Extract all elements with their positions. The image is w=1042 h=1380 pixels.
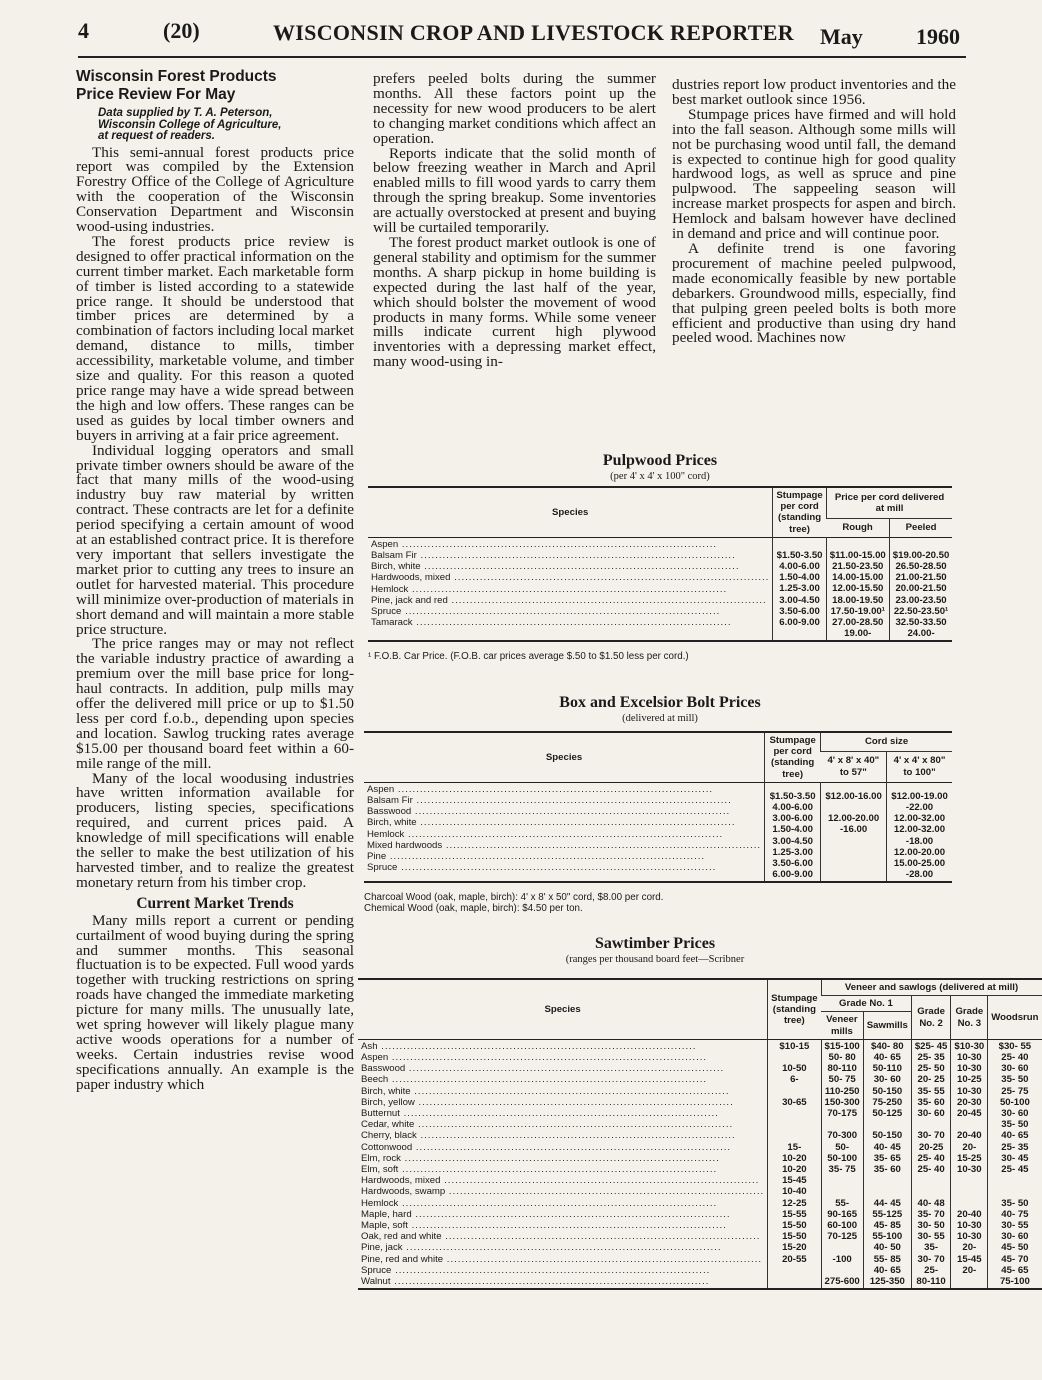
article-column-3 xyxy=(672,78,956,346)
price-cell: $12.00-19.00 xyxy=(891,790,948,802)
price-cell: 20- xyxy=(962,1141,977,1153)
stumpage-column xyxy=(773,537,826,641)
species-name: Maple, hard ..... xyxy=(361,1209,764,1220)
price-cell: 15-55 xyxy=(782,1208,807,1220)
box-bolt-table-title: Box and Excelsior Bolt Prices xyxy=(559,694,761,711)
price-cell: 22.50-23.50¹ xyxy=(893,605,949,617)
price-cell: 25- 50 xyxy=(917,1063,945,1075)
price-cell: 19.00- xyxy=(844,628,872,640)
article-title-line-2: Price Review For May xyxy=(76,86,236,103)
price-cell: 45- 70 xyxy=(1001,1253,1029,1265)
byline-line-2: Wisconsin College of Agriculture, xyxy=(98,118,282,131)
grade-3-column xyxy=(951,1039,988,1289)
price-cell: $30- 55 xyxy=(998,1040,1032,1052)
price-cell: 10-30 xyxy=(957,1220,982,1232)
woodsrun-column xyxy=(988,1039,1042,1289)
col-header-sawmills: Sawmills xyxy=(863,1012,911,1039)
price-cell xyxy=(825,1242,860,1253)
pulpwood-table-title: Pulpwood Prices xyxy=(602,452,718,469)
price-cell: 24.00- xyxy=(907,628,935,640)
paragraph: Stumpage prices have firmed and will hold into the fall season. Although some mills will not be purchasing wood until fall, the demand is expected to continue high for good quality hardwood logs, as well as spruce and pine pulpwood. The sappeeling season will increase market prospects for aspen and birch. Hemlock and balsam however have declined in demand and price and will continue poor. xyxy=(672,105,956,243)
price-cell: 25- 40 xyxy=(917,1164,945,1176)
sawtimber-table-subtitle: (ranges per thousand board feet—Scribner xyxy=(565,954,745,965)
publication-title: WISCONSIN CROP AND LIVESTOCK REPORTER xyxy=(273,20,794,45)
price-cell: 15-50 xyxy=(782,1220,807,1232)
price-cell: 20-40 xyxy=(957,1208,982,1220)
col-header-cord-size: Cord size xyxy=(821,732,952,751)
sawtimber-price-table xyxy=(358,978,1042,1290)
price-cell: 30- 60 xyxy=(873,1074,901,1086)
price-cell: -22.00 xyxy=(905,802,934,814)
species-name: Spruce ..... xyxy=(361,1265,764,1276)
price-cell: 20- 25 xyxy=(917,1074,945,1086)
size-1-column xyxy=(821,782,887,882)
sawtimber-table-title: Sawtimber Prices xyxy=(594,935,716,952)
price-cell: 35- 60 xyxy=(873,1164,901,1176)
price-cell: 30- 55 xyxy=(1001,1220,1029,1232)
price-cell: 23.00-23.50 xyxy=(895,594,947,606)
price-cell xyxy=(915,1119,948,1130)
price-cell: 27.00-28.50 xyxy=(832,617,884,629)
price-cell: 10-30 xyxy=(957,1052,982,1064)
price-cell: 40- 65 xyxy=(873,1264,901,1276)
species-name: Walnut ..... xyxy=(361,1276,764,1287)
price-cell: 275-600 xyxy=(824,1276,860,1288)
byline-line-1: Data supplied by T. A. Peterson, xyxy=(98,107,273,119)
price-cell: $11.00-15.00 xyxy=(829,549,886,561)
species-name: Oak, red and white ..... xyxy=(361,1231,764,1242)
paragraph: The price ranges may or may not reflect the variable industry practice of awarding a premium over the mill base price for long-haul contracts. In addition, pulp mills may offer the delivered mill price or up to $1.50 less per cord f.o.b., depending upon species and location. Sawlog trucking rates average $15.00 per thousand board feet within a 60-mile range of the mill. xyxy=(76,635,354,772)
species-name: Cottonwood ..... xyxy=(361,1142,764,1153)
paragraph: Many mills report a current or pending curtailment of wood buying during the spring and summer months. This seasonal fluctuation is to be expected. Full wood yards together with trucking restrictions on spring roads have changed the immediate marketing picture for many mills. The unusually late, wet spring however will likely plague many active woods operations for a number of weeks. Certain industries revise wood specifications annually. An example is the paper industry which xyxy=(76,911,354,1093)
price-cell: 30- 60 xyxy=(1001,1063,1029,1075)
price-cell: 30- 60 xyxy=(1001,1231,1029,1243)
price-cell: 4.00-6.00 xyxy=(772,802,813,814)
price-cell: 15-45 xyxy=(957,1253,982,1265)
price-cell: 15-50 xyxy=(782,1231,807,1243)
article-title-line-1: Wisconsin Forest Products xyxy=(76,68,277,85)
species-name: Basswood ..... xyxy=(361,1063,764,1074)
col-header-stumpage: Stumpage per cord (standing tree) xyxy=(773,487,826,537)
price-cell: 25- 40 xyxy=(1001,1052,1029,1064)
price-cell: 15.00-25.00 xyxy=(893,858,946,870)
price-cell: 110-250 xyxy=(824,1085,860,1097)
price-cell: 6.00-9.00 xyxy=(772,869,813,881)
price-cell: 40- 65 xyxy=(1001,1130,1029,1142)
price-cell: 10-20 xyxy=(782,1152,807,1164)
sawmills-column xyxy=(863,1039,911,1289)
price-cell: $1.50-3.50 xyxy=(769,790,816,802)
price-cell: 10-25 xyxy=(957,1074,982,1086)
species-name: Elm, rock ..... xyxy=(361,1153,764,1164)
price-cell: 80-110 xyxy=(916,1276,946,1288)
price-cell: 45- 65 xyxy=(1001,1264,1029,1276)
species-name: Hardwoods, mixed ..... xyxy=(361,1175,764,1186)
price-cell: $12.00-16.00 xyxy=(825,790,882,802)
price-cell: $1.50-3.50 xyxy=(776,549,823,561)
price-cell: 35- 50 xyxy=(1001,1119,1029,1131)
price-cell xyxy=(825,1186,860,1197)
price-cell: 20-55 xyxy=(782,1253,807,1265)
price-cell: 20- xyxy=(962,1242,977,1254)
price-cell xyxy=(771,1108,817,1119)
paragraph: Reports indicate that the solid month of below freezing weather in March and April enabled mills to fill wood yards to carry them through the spring breakup. Some inventories are actually overstocked at present and buying will be curtailed temporarily. xyxy=(373,144,656,237)
species-name: Aspen ..... xyxy=(367,784,761,795)
price-cell: 10-20 xyxy=(782,1164,807,1176)
price-cell xyxy=(825,1265,860,1276)
price-cell xyxy=(954,1198,984,1209)
charcoal-wood-note: Charcoal Wood (oak, maple, birch): 4' x 8' x 50" cord, $8.00 per cord. xyxy=(364,892,664,903)
price-cell: 6- xyxy=(790,1074,799,1086)
species-name: Spruce ..... xyxy=(367,862,761,873)
price-cell: 20-30 xyxy=(957,1096,982,1108)
col-header-veneer-sawlogs: Veneer and sawlogs (delivered at mill) xyxy=(821,979,1041,996)
paragraph: The forest products price review is designed to offer practical information on the current timber market. Each marketable form of timber is listed according to a statewide price range. It should be understood that timber prices are determined by a combination of factors including local market demand, distance to mills, timber accessibility, marketable volume, and timber size and quality. For this reason a quoted price range may have a wide spread between the high and low offers. These ranges can be used as guides by local timber owners and buyers in arriving at a fair price agreement. xyxy=(76,232,354,444)
species-name: Pine, jack and red ..... xyxy=(371,595,769,606)
price-cell: 1.50-4.00 xyxy=(772,824,813,836)
grade-2-column xyxy=(911,1039,951,1289)
species-name: Pine, red and white ..... xyxy=(361,1254,764,1265)
price-cell: $15-100 xyxy=(824,1040,860,1052)
species-name: Tamarack ..... xyxy=(371,617,769,628)
col-header-rough: Rough xyxy=(842,522,873,534)
col-header-grade-2: Grade No. 2 xyxy=(911,996,951,1040)
price-cell xyxy=(991,1186,1038,1197)
price-cell: 10-40 xyxy=(782,1186,807,1198)
price-cell xyxy=(867,1119,908,1130)
price-cell: 10-50 xyxy=(782,1063,807,1075)
price-cell: 21.00-21.50 xyxy=(895,572,947,584)
species-name: Birch, white ..... xyxy=(371,561,769,572)
price-cell: -100 xyxy=(832,1253,852,1265)
price-cell: -18.00 xyxy=(905,835,934,847)
price-cell: 70-125 xyxy=(827,1231,858,1243)
col-header-delivered: Price per cord delivered at mill xyxy=(826,487,952,519)
price-cell: 50- 80 xyxy=(828,1052,856,1064)
species-name: Balsam Fir ..... xyxy=(367,795,761,806)
paragraph: A definite trend is one favoring procurement of machine peeled pulpwood, made economically feasible by new portable debarkers. Groundwood mills, especially, find that pulping green peeled bolts is both more efficient and productive than using dry hand peeled wood. Machines now xyxy=(672,239,956,347)
species-name: Balsam Fir ..... xyxy=(371,550,769,561)
col-header-stumpage: Stumpage (standing tree) xyxy=(768,979,821,1039)
species-name: Birch, white ..... xyxy=(361,1086,764,1097)
price-cell: 25- 35 xyxy=(1001,1141,1029,1153)
price-cell: 18.00-19.50 xyxy=(832,594,884,606)
price-cell: 35- 50 xyxy=(1001,1074,1029,1086)
price-cell: 1.50-4.00 xyxy=(779,572,820,584)
species-column xyxy=(368,537,773,641)
rough-column xyxy=(826,537,889,641)
price-cell: 35- 60 xyxy=(917,1096,945,1108)
price-cell: 10-30 xyxy=(957,1231,982,1243)
species-name: Hardwoods, mixed ..... xyxy=(371,572,769,583)
price-cell: 35- 50 xyxy=(1001,1197,1029,1209)
price-cell: 25- 75 xyxy=(1001,1085,1029,1097)
price-cell: 3.50-6.00 xyxy=(779,605,820,617)
paragraph: This semi-annual forest products price report was compiled by the Extension Forestry Office of the College of Agriculture with the cooperation of the Wisconsin Conservation Department and Wisconsin wood-using industries. xyxy=(76,143,354,236)
species-name: Maple, soft ..... xyxy=(361,1220,764,1231)
price-cell xyxy=(771,1119,817,1130)
section-subhead: Current Market Trends xyxy=(136,894,294,912)
price-cell: 50- xyxy=(835,1141,850,1153)
price-cell xyxy=(867,1175,908,1186)
price-cell: 55- xyxy=(835,1197,850,1209)
price-cell xyxy=(771,1130,817,1141)
col-header-species: Species xyxy=(368,487,773,537)
price-cell: 55-125 xyxy=(872,1208,903,1220)
price-cell xyxy=(954,1175,984,1186)
price-cell: 50-125 xyxy=(872,1108,903,1120)
species-name: Beech ..... xyxy=(361,1074,764,1085)
price-cell: 30-65 xyxy=(782,1096,807,1108)
price-cell: 45- 50 xyxy=(1001,1242,1029,1254)
article-byline xyxy=(98,108,354,143)
species-name: Ash ..... xyxy=(361,1041,764,1052)
species-name: Basswood ..... xyxy=(367,806,761,817)
box-bolt-price-table xyxy=(364,731,952,883)
price-cell: 6.00-9.00 xyxy=(779,617,820,629)
price-cell xyxy=(954,1186,984,1197)
stumpage-column xyxy=(768,1039,821,1289)
price-cell: 35- xyxy=(924,1242,939,1254)
price-cell: $25- 45 xyxy=(914,1040,948,1052)
species-name: Birch, white ..... xyxy=(367,817,761,828)
page-header xyxy=(78,12,960,50)
price-cell: 15-20 xyxy=(782,1242,807,1254)
price-cell: 30- 60 xyxy=(1001,1108,1029,1120)
peeled-column xyxy=(889,537,952,641)
paragraph: Many of the local woodusing industries have written information available for producers, listing species, specifications required, and current prices paid. A knowledge of mill specifications will enable the seller to make the best utilization of his harvested timber, and to realize the greatest monetary return from his timber crop. xyxy=(76,769,354,891)
price-cell: 75-100 xyxy=(999,1276,1030,1288)
price-cell: 35- 65 xyxy=(873,1152,901,1164)
price-cell: 40- 48 xyxy=(917,1197,945,1209)
price-cell: 30- 45 xyxy=(1001,1152,1029,1164)
issue-number: (20) xyxy=(163,18,200,43)
price-cell: 30- 70 xyxy=(917,1130,945,1142)
pulpwood-price-table xyxy=(368,486,952,642)
species-name: Hemlock ..... xyxy=(367,829,761,840)
price-cell: 1.25-3.00 xyxy=(772,846,813,858)
price-cell: 44- 45 xyxy=(873,1197,901,1209)
price-cell: 40- 45 xyxy=(873,1141,901,1153)
price-cell: 55- 85 xyxy=(873,1253,901,1265)
paragraph: prefers peeled bolts during the summer months. All these factors point up the necessity for new wood producers to be alert to changing market conditions which affect an operation. xyxy=(373,70,656,147)
price-cell: $10-15 xyxy=(779,1040,810,1052)
price-cell: 10-30 xyxy=(957,1164,982,1176)
paragraph: The forest product market outlook is one of general stability and optimism for the summer months. A sharp pickup in home building is expected during the last half of the year, which should bolster the movement of wood products in many forms. While some veneer mills indicate current high plywood inventories with a depressing market effect, many wood-using in- xyxy=(373,233,656,371)
species-name: Birch, yellow ..... xyxy=(361,1097,764,1108)
price-cell: 125-350 xyxy=(869,1276,905,1288)
box-bolt-table-subtitle: (delivered at mill) xyxy=(622,713,698,724)
price-cell: 12-25 xyxy=(782,1197,807,1209)
price-cell: 25- 40 xyxy=(917,1152,945,1164)
price-cell: 50-150 xyxy=(872,1130,903,1142)
price-cell: 20- xyxy=(962,1264,977,1276)
col-header-veneer-mills: Veneer mills xyxy=(826,1014,858,1037)
paragraph: dustries report low product inventories and the best market outlook since 1956. xyxy=(672,76,956,108)
price-cell: 12.00-32.00 xyxy=(893,824,946,836)
col-header-size-1: 4' x 8' x 40" to 57" xyxy=(827,755,880,778)
price-cell: 3.50-6.00 xyxy=(772,858,813,870)
veneer-mills-column xyxy=(821,1039,863,1289)
paragraph: Individual logging operators and small private timber owners should be aware of the fact that many mills of the wood-using industry buy raw material by written contract. These contracts are let for a definite period specifying a certain amount of wood at an established contract price. It is therefore very important that sellers investigate the market prior to cutting any trees to insure an outlet for harvested material. This procedure will minimize over-production of materials in short demand and will maintain a more stable price structure. xyxy=(76,441,354,638)
species-name: Elm, soft ..... xyxy=(361,1164,764,1175)
price-cell: 50-150 xyxy=(872,1085,903,1097)
price-cell: 70-300 xyxy=(827,1130,858,1142)
price-cell xyxy=(867,1186,908,1197)
price-cell: 12.00-32.00 xyxy=(893,813,946,825)
price-cell: 40- 65 xyxy=(873,1052,901,1064)
issue-month: May xyxy=(820,24,863,49)
price-cell: -16.00 xyxy=(839,824,868,836)
species-name: Hemlock ..... xyxy=(371,584,769,595)
price-cell xyxy=(825,1175,860,1186)
price-cell xyxy=(771,1086,817,1097)
article-column-1 xyxy=(76,68,354,1093)
price-cell: 80-110 xyxy=(827,1063,857,1075)
price-cell: 30- 70 xyxy=(917,1253,945,1265)
price-cell: 14.00-15.00 xyxy=(832,572,884,584)
price-cell: 10-30 xyxy=(957,1063,982,1075)
price-cell: 40- 50 xyxy=(873,1242,901,1254)
price-cell: 17.50-19.00¹ xyxy=(830,605,885,617)
price-cell: 25- 35 xyxy=(917,1052,945,1064)
price-cell: 50-100 xyxy=(827,1152,858,1164)
price-cell: 20-25 xyxy=(918,1141,944,1153)
price-cell xyxy=(954,1119,984,1130)
col-header-size-2: 4' x 4' x 80" to 100" xyxy=(887,751,952,782)
price-cell xyxy=(915,1186,948,1197)
price-cell: $40- 80 xyxy=(871,1040,904,1052)
price-cell: 4.00-6.00 xyxy=(779,561,820,573)
pulpwood-table-subtitle: (per 4' x 4' x 100" cord) xyxy=(610,471,710,482)
price-cell: 12.00-20.00 xyxy=(827,813,880,825)
price-cell: 45- 85 xyxy=(873,1220,901,1232)
price-cell: 15-45 xyxy=(782,1175,807,1187)
col-header-woodsrun: Woodsrun xyxy=(988,996,1042,1040)
byline-line-3: at request of readers. xyxy=(98,130,215,142)
price-cell xyxy=(771,1052,817,1063)
price-cell: 55-100 xyxy=(872,1231,903,1243)
col-header-grade-1: Grade No. 1 xyxy=(821,996,911,1012)
species-column xyxy=(358,1039,768,1289)
price-cell: 15- xyxy=(787,1141,802,1153)
price-cell: 3.00-6.00 xyxy=(772,813,813,825)
species-name: Hemlock ..... xyxy=(361,1198,764,1209)
price-cell: 75-250 xyxy=(872,1096,903,1108)
price-cell: 90-165 xyxy=(827,1208,858,1220)
price-cell: 26.50-28.50 xyxy=(895,561,947,573)
price-cell: 25- xyxy=(924,1264,939,1276)
price-cell: 30- 50 xyxy=(917,1220,945,1232)
price-cell: 12.00-20.00 xyxy=(893,846,946,858)
price-cell: 70-175 xyxy=(827,1108,858,1120)
chemical-wood-note: Chemical Wood (oak, maple, birch): $4.50 per ton. xyxy=(364,903,583,914)
price-cell: 25- 45 xyxy=(1001,1164,1029,1176)
price-cell xyxy=(991,1175,1038,1186)
price-cell: 12.00-15.50 xyxy=(832,583,884,595)
price-cell: 3.00-4.50 xyxy=(772,835,813,847)
price-cell: 30- 55 xyxy=(917,1231,945,1243)
col-header-grade-3: Grade No. 3 xyxy=(951,996,988,1040)
species-name: Aspen ..... xyxy=(371,539,769,550)
price-cell: 60-100 xyxy=(827,1220,858,1232)
price-cell: 20-40 xyxy=(957,1130,982,1142)
species-name: Mixed hardwoods ..... xyxy=(367,840,761,851)
col-header-species: Species xyxy=(358,979,768,1039)
price-cell: 1.25-3.00 xyxy=(779,583,820,595)
page-number: 4 xyxy=(78,18,89,43)
species-name: Pine ..... xyxy=(367,851,761,862)
price-cell: 35- 55 xyxy=(917,1085,945,1097)
size-2-column xyxy=(887,782,952,882)
species-name: Hardwoods, swamp ..... xyxy=(361,1186,764,1197)
price-cell: 50-110 xyxy=(872,1063,902,1075)
price-cell xyxy=(915,1175,948,1186)
species-name: Pine, jack ..... xyxy=(361,1242,764,1253)
species-name: Cherry, black ..... xyxy=(361,1130,764,1141)
price-cell: $19.00-20.50 xyxy=(892,549,950,561)
price-cell xyxy=(825,1119,860,1130)
pulpwood-footnote: ¹ F.O.B. Car Price. (F.O.B. car prices average $.50 to $1.50 less per cord.) xyxy=(368,651,689,662)
col-header-stumpage: Stumpage per cord (standing tree) xyxy=(765,732,821,782)
col-header-species: Species xyxy=(364,732,765,782)
price-cell: 32.50-33.50 xyxy=(895,617,947,629)
species-column xyxy=(364,782,765,882)
species-name: Cedar, white ..... xyxy=(361,1119,764,1130)
species-name: Butternut ..... xyxy=(361,1108,764,1119)
price-cell: 35- 70 xyxy=(917,1208,945,1220)
price-cell: 50- 75 xyxy=(828,1074,856,1086)
price-cell: 35- 75 xyxy=(828,1164,856,1176)
price-cell: 50-100 xyxy=(999,1096,1030,1108)
header-rule xyxy=(78,56,966,58)
col-header-peeled: Peeled xyxy=(889,519,952,537)
species-name: Spruce ..... xyxy=(371,606,769,617)
issue-year: 1960 xyxy=(916,24,960,49)
price-cell: -28.00 xyxy=(905,869,934,881)
price-cell: 20-45 xyxy=(957,1108,982,1120)
price-cell: 3.00-4.50 xyxy=(779,594,820,606)
price-cell: 21.50-23.50 xyxy=(832,561,884,573)
stumpage-column xyxy=(765,782,821,882)
species-name: Aspen ..... xyxy=(361,1052,764,1063)
price-cell: 10-30 xyxy=(957,1085,982,1097)
article-column-2 xyxy=(373,72,656,370)
price-cell: $10-30 xyxy=(954,1040,985,1052)
price-cell: 20.00-21.50 xyxy=(895,583,947,595)
price-cell: 15-25 xyxy=(957,1152,982,1164)
price-cell: 150-300 xyxy=(824,1096,860,1108)
price-cell: 40- 75 xyxy=(1001,1208,1029,1220)
price-cell: 30- 60 xyxy=(917,1108,945,1120)
